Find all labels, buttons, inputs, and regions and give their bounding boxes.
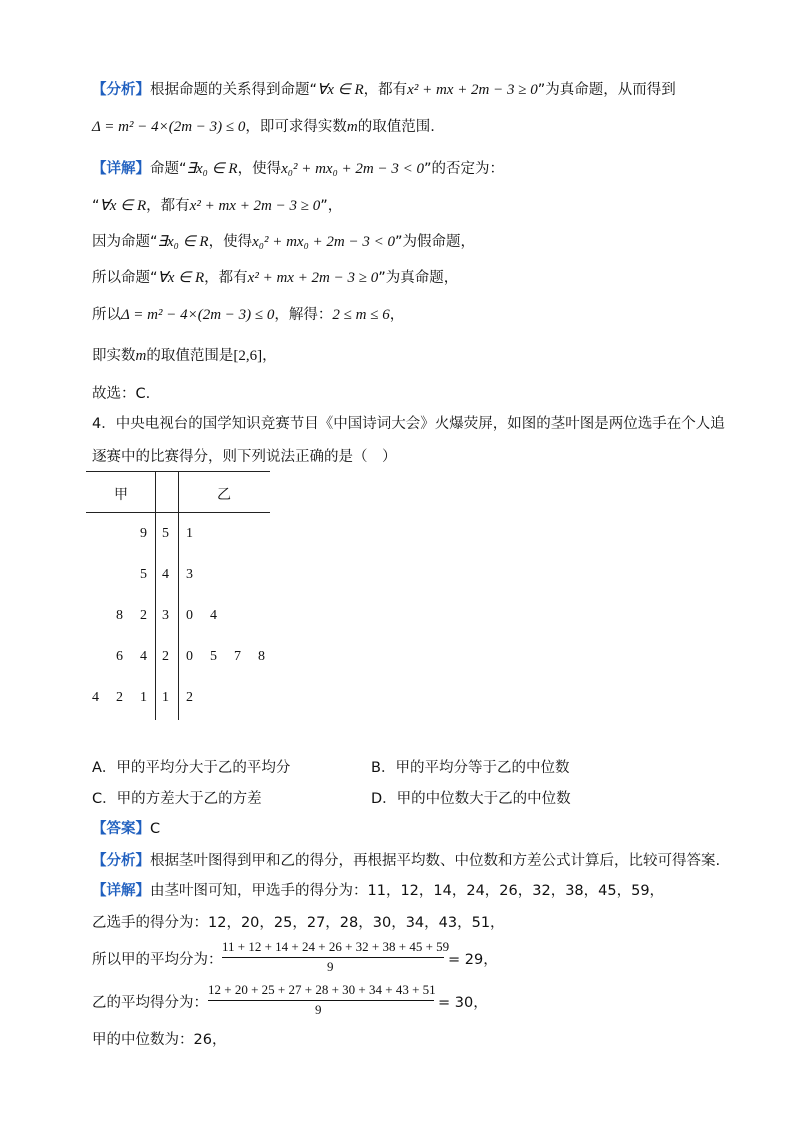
math: [2,6] [233, 348, 263, 364]
detail-line-4 [92, 268, 458, 288]
fraction-bar [222, 957, 444, 958]
math: ∃x₀ ∈ R [186, 161, 238, 177]
leaf-yi: 1 [186, 526, 193, 541]
text: 的取值范围是 [146, 348, 234, 364]
detail-tag: 【详解】 [92, 883, 150, 899]
text: 即实数 [92, 348, 136, 364]
analysis-line-2 [92, 117, 435, 137]
fraction-bar [208, 1000, 434, 1001]
answer-value: C [150, 821, 161, 837]
text: 所以 [92, 307, 121, 323]
text: ”为假命题， [395, 234, 476, 250]
answer-line [92, 819, 160, 839]
stem: 5 [162, 526, 169, 541]
detail-2-line-3-label: 所以甲的平均分为： [92, 952, 223, 968]
answer-tag: 【答案】 [92, 821, 150, 837]
leaf-jia: 8 [116, 608, 123, 623]
text: 命题“ [150, 161, 187, 177]
stem: 1 [162, 690, 169, 705]
math: ∀x ∈ R [99, 198, 147, 214]
math: ∀x ∈ R [317, 82, 364, 98]
detail-2-line-2: 乙选手的得分为：12，20，25，27，28，30，34，43，51， [92, 915, 505, 931]
text: ，即可求得实数 [245, 119, 347, 135]
question-4-line-2: 逐赛中的比赛得分，则下列说法正确的是（ ） [92, 449, 397, 465]
leaf-yi: 3 [186, 567, 193, 582]
analysis-tag: 【分析】 [92, 82, 150, 98]
math: x² + mx + 2m − 3 ≥ 0 [407, 82, 538, 98]
header-jia: 甲 [114, 487, 128, 503]
detail-2-line-4-result: = 30， [438, 995, 488, 1011]
text: ，都有 [146, 198, 190, 214]
math: ∃x₀ ∈ R [157, 234, 209, 250]
question-4-line-1: 4．中央电视台的国学知识竞赛节目《中国诗词大会》火爆荧屏，如图的茎叶图是两位选手在个人追 [92, 416, 725, 432]
text: ，使得 [208, 234, 253, 250]
detail-line-7: 故选：C. [92, 386, 151, 402]
leaf-jia: 4 [92, 690, 99, 705]
stem-left-rule [155, 471, 156, 720]
text: ， [262, 348, 277, 364]
option-b: B．甲的平均分等于乙的中位数 [371, 760, 570, 776]
leaf-yi: 4 [210, 608, 217, 623]
fraction-denominator: 9 [315, 1002, 322, 1017]
leaf-jia: 2 [116, 690, 123, 705]
leaf-yi: 2 [186, 690, 193, 705]
detail-2-line-3-result: = 29， [448, 952, 498, 968]
text: ，解得： [274, 307, 333, 323]
analysis-tag: 【分析】 [92, 853, 150, 869]
math: x₀² + mx₀ + 2m − 3 < 0 [252, 234, 396, 250]
detail-line-5 [92, 305, 404, 325]
text: 因为命题“ [92, 234, 158, 250]
text: ，都有 [363, 82, 408, 98]
math: x² + mx + 2m − 3 ≥ 0 [189, 198, 321, 214]
detail-2-line-1 [92, 881, 664, 901]
leaf-yi: 8 [258, 649, 265, 664]
leaf-jia: 2 [140, 608, 147, 623]
option-a: A．甲的平均分大于乙的平均分 [92, 760, 291, 776]
leaf-jia: 1 [140, 690, 147, 705]
detail-line-3 [92, 232, 475, 252]
header-yi: 乙 [217, 487, 231, 503]
math: Δ = m² − 4×(2m − 3) ≤ 0 [121, 307, 275, 323]
fraction-numerator: 12 + 20 + 25 + 27 + 28 + 30 + 34 + 43 + 51 [208, 982, 436, 997]
analysis-2-line [92, 851, 720, 871]
text: ”为真命题， [378, 270, 459, 286]
text: ”， [320, 198, 343, 214]
text: 所以命题“ [92, 270, 158, 286]
text: 根据命题的关系得到命题“ [150, 82, 318, 98]
detail-line-2 [92, 196, 342, 216]
text: ，使得 [237, 161, 282, 177]
text: 的取值范围. [357, 119, 435, 135]
text: ， [389, 307, 405, 323]
detail-2-line-5: 甲的中位数为：26， [92, 1032, 227, 1048]
leaf-yi: 0 [186, 608, 193, 623]
math: m [346, 119, 358, 135]
leaf-jia: 6 [116, 649, 123, 664]
text: ，都有 [204, 270, 248, 286]
detail-tag: 【详解】 [92, 161, 150, 177]
leaf-jia: 9 [140, 526, 147, 541]
stem-right-rule [178, 471, 179, 720]
leaf-yi: 7 [234, 649, 241, 664]
fraction-denominator: 9 [327, 959, 334, 974]
detail-line-6 [92, 346, 277, 366]
text: ”的否定为： [424, 161, 505, 177]
math: x² + mx + 2m − 3 ≥ 0 [247, 270, 379, 286]
leaf-yi: 0 [186, 649, 193, 664]
stem: 3 [162, 608, 169, 623]
leaf-jia: 4 [140, 649, 147, 664]
fraction-numerator: 11 + 12 + 14 + 24 + 26 + 32 + 38 + 45 + 59 [222, 939, 450, 954]
stem: 2 [162, 649, 169, 664]
math: m [135, 348, 147, 364]
detail-text: 由茎叶图可知，甲选手的得分为：11，12，14，24，26，32，38，45，59， [150, 883, 665, 899]
math: x₀² + mx₀ + 2m − 3 < 0 [281, 161, 425, 177]
analysis-line-1 [92, 80, 676, 100]
detail-2-line-4-label: 乙的平均得分为： [92, 995, 208, 1011]
detail-line-1 [92, 159, 504, 179]
text: ”为真命题，从而得到 [537, 82, 676, 98]
math: 2 ≤ m ≤ 6 [332, 307, 390, 323]
option-c: C．甲的方差大于乙的方差 [92, 791, 262, 807]
math: ∀x ∈ R [157, 270, 205, 286]
math: Δ = m² − 4×(2m − 3) ≤ 0 [92, 119, 246, 135]
option-d: D．甲的中位数大于乙的中位数 [371, 791, 571, 807]
leaf-yi: 5 [210, 649, 217, 664]
analysis-text: 根据茎叶图得到甲和乙的得分，再根据平均数、中位数和方差公式计算后，比较可得答案. [150, 853, 721, 869]
leaf-jia: 5 [140, 567, 147, 582]
text: “ [92, 198, 100, 214]
stem: 4 [162, 567, 169, 582]
